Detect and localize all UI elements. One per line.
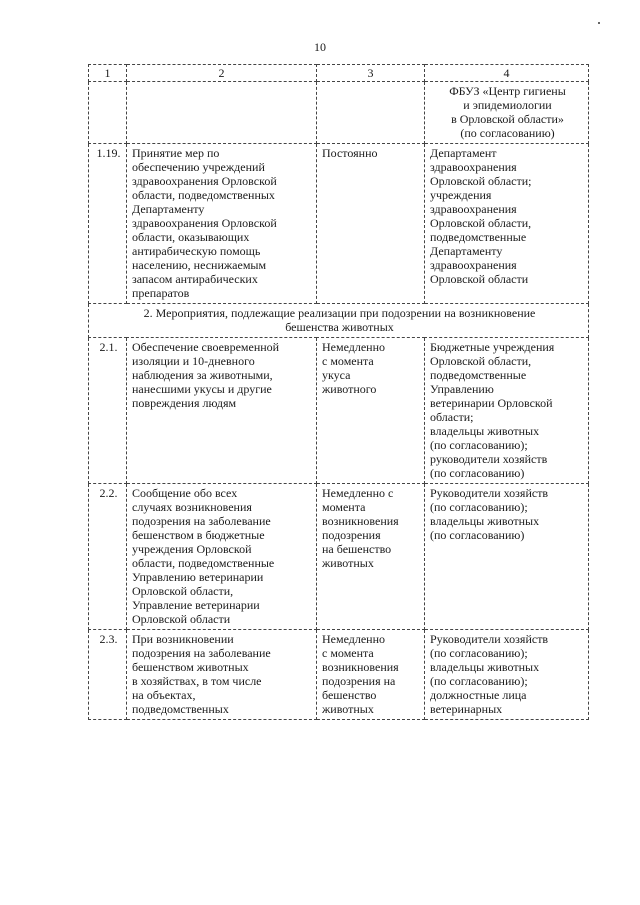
text-line: области, подведомственных	[132, 188, 275, 202]
term-cell	[317, 484, 425, 630]
responsible-cell	[425, 82, 589, 144]
text-line: Обеспечение своевременной	[132, 340, 280, 354]
text-line: здравоохранения	[430, 202, 517, 216]
text-line: Орловской области,	[132, 584, 234, 598]
text-line: подозрения на заболевание	[132, 514, 271, 528]
row-number: 1.19.	[89, 144, 127, 304]
table-row	[89, 144, 589, 304]
text-line: бешенство	[322, 688, 377, 702]
text-line: и эпидемиологии	[463, 98, 552, 112]
text-line: ветеринарных	[430, 702, 503, 716]
column-number: 4	[425, 65, 589, 82]
text-line: Управлению	[430, 382, 494, 396]
term-cell	[317, 144, 425, 304]
table-row	[89, 630, 589, 720]
text-line: (по согласованию);	[430, 646, 528, 660]
text-line: области;	[430, 410, 474, 424]
measure-cell	[127, 484, 317, 630]
responsible-cell	[425, 630, 589, 720]
text-line: антирабическую помощь	[132, 244, 261, 258]
text-line: с момента	[322, 354, 374, 368]
column-number-row	[89, 65, 589, 82]
term-cell	[317, 338, 425, 484]
text-line: наблюдения за животными,	[132, 368, 273, 382]
text-line: (по согласованию);	[430, 438, 528, 452]
text-line: Сообщение обо всех	[132, 486, 238, 500]
measure-cell	[127, 82, 317, 144]
text-line: Департамент	[430, 146, 497, 160]
page-number: 10	[314, 40, 326, 54]
text-line: Орловской области,	[430, 216, 532, 230]
text-line: (по согласованию);	[430, 674, 528, 688]
text-line: в хозяйствах, в том числе	[132, 674, 262, 688]
text-line: населению, неснижаемым	[132, 258, 267, 272]
text-line: должностные лица	[430, 688, 527, 702]
text-line: изоляции и 10-дневного	[132, 354, 255, 368]
text-line: на бешенство	[322, 542, 392, 556]
text-line: подведомственные	[430, 230, 527, 244]
scan-speck	[598, 22, 600, 24]
text-line: бешенством животных	[132, 660, 249, 674]
text-line: Орловской области	[132, 612, 231, 626]
text-line: нанесшими укусы и другие	[132, 382, 272, 396]
text-line: Орловской области;	[430, 174, 532, 188]
text-line: подозрения на заболевание	[132, 646, 271, 660]
text-line: учреждения Орловской	[132, 542, 252, 556]
text-line: подведомственные	[430, 368, 527, 382]
text-line: запасом антирабических	[132, 272, 258, 286]
text-line: препаратов	[132, 286, 190, 300]
column-number: 1	[89, 65, 127, 82]
text-line: (по согласованию)	[430, 528, 525, 542]
text-line: возникновения	[322, 660, 399, 674]
row-number: 2.1.	[89, 338, 127, 484]
text-line: подозрения на	[322, 674, 396, 688]
row-number-cell	[89, 82, 127, 144]
text-line: повреждения людям	[132, 396, 237, 410]
text-line: Орловской области	[430, 272, 529, 286]
text-line: учреждения	[430, 188, 492, 202]
text-line: здравоохранения Орловской	[132, 174, 277, 188]
text-line: Принятие мер по	[132, 146, 220, 160]
text-line: здравоохранения	[430, 258, 517, 272]
section-heading	[89, 304, 589, 338]
measure-cell	[127, 144, 317, 304]
text-line: Департаменту	[132, 202, 205, 216]
text-line: в Орловской области»	[451, 112, 564, 126]
table-row	[89, 82, 589, 144]
text-line: случаях возникновения	[132, 500, 252, 514]
text-line: (по согласованию)	[430, 466, 525, 480]
text-line: Немедленно с	[322, 486, 394, 500]
text-line: животных	[322, 556, 374, 570]
responsible-cell	[425, 484, 589, 630]
text-line: укуса	[322, 368, 351, 382]
measure-cell	[127, 630, 317, 720]
text-line: подозрения	[322, 528, 381, 542]
text-line: возникновения	[322, 514, 399, 528]
text-line: Немедленно	[322, 340, 386, 354]
measures-table	[88, 64, 589, 720]
column-number: 2	[127, 65, 317, 82]
column-number: 3	[317, 65, 425, 82]
term-cell	[317, 630, 425, 720]
text-line: здравоохранения	[430, 160, 517, 174]
text-line: ФБУЗ «Центр гигиены	[449, 84, 566, 98]
text-line: Постоянно	[322, 146, 378, 160]
text-line: Департаменту	[430, 244, 503, 258]
text-line: бешенства животных	[285, 320, 394, 334]
text-line: Руководители хозяйств	[430, 632, 549, 646]
text-line: Немедленно	[322, 632, 386, 646]
text-line: животного	[322, 382, 377, 396]
section-row	[89, 304, 589, 338]
text-line: При возникновении	[132, 632, 234, 646]
text-line: животных	[322, 702, 374, 716]
row-number: 2.2.	[89, 484, 127, 630]
text-line: руководители хозяйств	[430, 452, 548, 466]
text-line: (по согласованию)	[460, 126, 555, 140]
text-line: владельцы животных	[430, 660, 540, 674]
table-row	[89, 338, 589, 484]
text-line: момента	[322, 500, 366, 514]
text-line: с момента	[322, 646, 374, 660]
text-line: Орловской области,	[430, 354, 532, 368]
term-cell	[317, 82, 425, 144]
text-line: Руководители хозяйств	[430, 486, 549, 500]
text-line: владельцы животных	[430, 514, 540, 528]
text-line: (по согласованию);	[430, 500, 528, 514]
row-number: 2.3.	[89, 630, 127, 720]
responsible-cell	[425, 338, 589, 484]
text-line: на объектах,	[132, 688, 196, 702]
text-line: ветеринарии Орловской	[430, 396, 553, 410]
table-row	[89, 484, 589, 630]
text-line: обеспечению учреждений	[132, 160, 265, 174]
text-line: 2. Мероприятия, подлежащие реализации при подозрении на возникновение	[143, 306, 536, 320]
text-line: Управлению ветеринарии	[132, 570, 264, 584]
text-line: здравоохранения Орловской	[132, 216, 277, 230]
text-line: области, оказывающих	[132, 230, 250, 244]
text-line: Управление ветеринарии	[132, 598, 260, 612]
responsible-cell	[425, 144, 589, 304]
measure-cell	[127, 338, 317, 484]
text-line: бешенством в бюджетные	[132, 528, 265, 542]
text-line: области, подведомственные	[132, 556, 275, 570]
text-line: подведомственных	[132, 702, 229, 716]
text-line: Бюджетные учреждения	[430, 340, 555, 354]
text-line: владельцы животных	[430, 424, 540, 438]
